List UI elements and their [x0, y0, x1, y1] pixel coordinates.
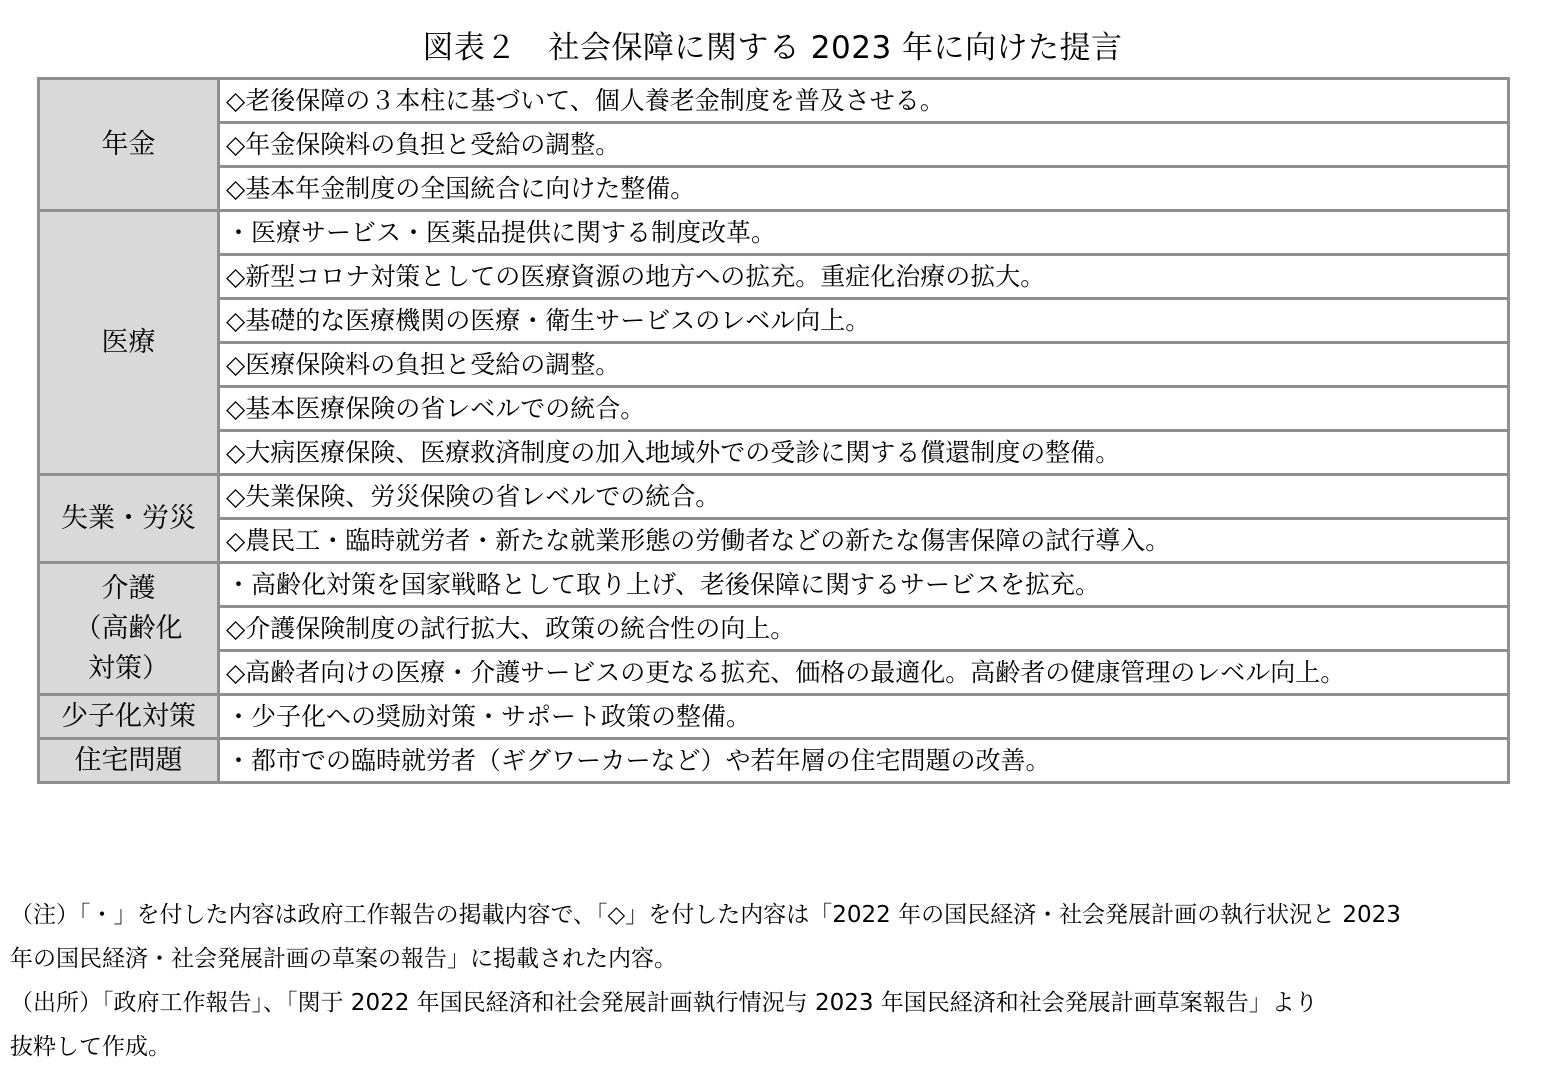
- table-row: [39, 123, 1509, 167]
- table-row: [39, 255, 1509, 299]
- table-row: [39, 475, 1509, 519]
- category-label-line: （高齢化: [74, 612, 183, 644]
- note-text: （注）「・」を付した内容は政府工作報告の掲載内容で、「◇」を付した内容は「2022 年の国民経済・社会発展計画の執行状況と 2023: [10, 902, 1401, 928]
- table-row: [39, 739, 1509, 783]
- policy-item: ◇大病医療保険、医療救済制度の加入地域外での受診に関する償還制度の整備。: [219, 431, 1509, 475]
- category-label-line: 対策）: [88, 652, 169, 684]
- policy-table: [37, 77, 1510, 784]
- policy-item: ◇高齢者向けの医療・介護サービスの更なる拡充、価格の最適化。高齢者の健康管理のレベル向上。: [219, 651, 1509, 695]
- category-nursing-care: [39, 563, 219, 695]
- category-label-line: 介護: [101, 572, 156, 604]
- category-pension: 年金: [39, 79, 219, 211]
- category-unemployment: 失業・労災: [39, 475, 219, 563]
- category-medical: 医療: [39, 211, 219, 475]
- category-birthrate: 少子化対策: [39, 695, 219, 739]
- source-text: 抜粋して作成。: [10, 1034, 171, 1060]
- policy-item: ◇医療保険料の負担と受給の調整。: [219, 343, 1509, 387]
- note-text: 年の国民経済・社会発展計画の草案の報告」に掲載された内容。: [10, 946, 677, 972]
- policy-item: ◇農民工・臨時就労者・新たな就業形態の労働者などの新たな傷害保障の試行導入。: [219, 519, 1509, 563]
- policy-item: ◇失業保険、労災保険の省レベルでの統合。: [219, 475, 1509, 519]
- policy-item: ・高齢化対策を国家戦略として取り上げ、老後保障に関するサービスを拡充。: [219, 563, 1509, 607]
- footnotes: [10, 893, 1500, 1069]
- table-row: [39, 519, 1509, 563]
- table-row: [39, 607, 1509, 651]
- policy-item: ◇介護保険制度の試行拡大、政策の統合性の向上。: [219, 607, 1509, 651]
- policy-item: ◇新型コロナ対策としての医療資源の地方への拡充。重症化治療の拡大。: [219, 255, 1509, 299]
- table-row: [39, 299, 1509, 343]
- table-row: [39, 79, 1509, 123]
- policy-item: ・少子化への奨励対策・サポート政策の整備。: [219, 695, 1509, 739]
- table-row: [39, 343, 1509, 387]
- policy-item: ・都市での臨時就労者（ギグワーカーなど）や若年層の住宅問題の改善。: [219, 739, 1509, 783]
- table-row: [39, 211, 1509, 255]
- policy-item: ◇年金保険料の負担と受給の調整。: [219, 123, 1509, 167]
- policy-item: ◇基礎的な医療機関の医療・衛生サービスのレベル向上。: [219, 299, 1509, 343]
- table-row: [39, 431, 1509, 475]
- policy-item: ・医療サービス・医薬品提供に関する制度改革。: [219, 211, 1509, 255]
- table-row: [39, 387, 1509, 431]
- table-row: [39, 167, 1509, 211]
- table-row: [39, 695, 1509, 739]
- policy-item: ◇基本年金制度の全国統合に向けた整備。: [219, 167, 1509, 211]
- policy-item: ◇老後保障の３本柱に基づいて、個人養老金制度を普及させる。: [219, 79, 1509, 123]
- figure-title: 図表２ 社会保障に関する 2023 年に向けた提言: [422, 30, 1123, 66]
- category-housing: 住宅問題: [39, 739, 219, 783]
- table-row: [39, 651, 1509, 695]
- table-row: [39, 563, 1509, 607]
- source-text: （出所）「政府工作報告」、「関于 2022 年国民経済和社会発展計画執行情況与 2023 年国民経済和社会発展計画草案報告」より: [10, 990, 1318, 1016]
- policy-item: ◇基本医療保険の省レベルでの統合。: [219, 387, 1509, 431]
